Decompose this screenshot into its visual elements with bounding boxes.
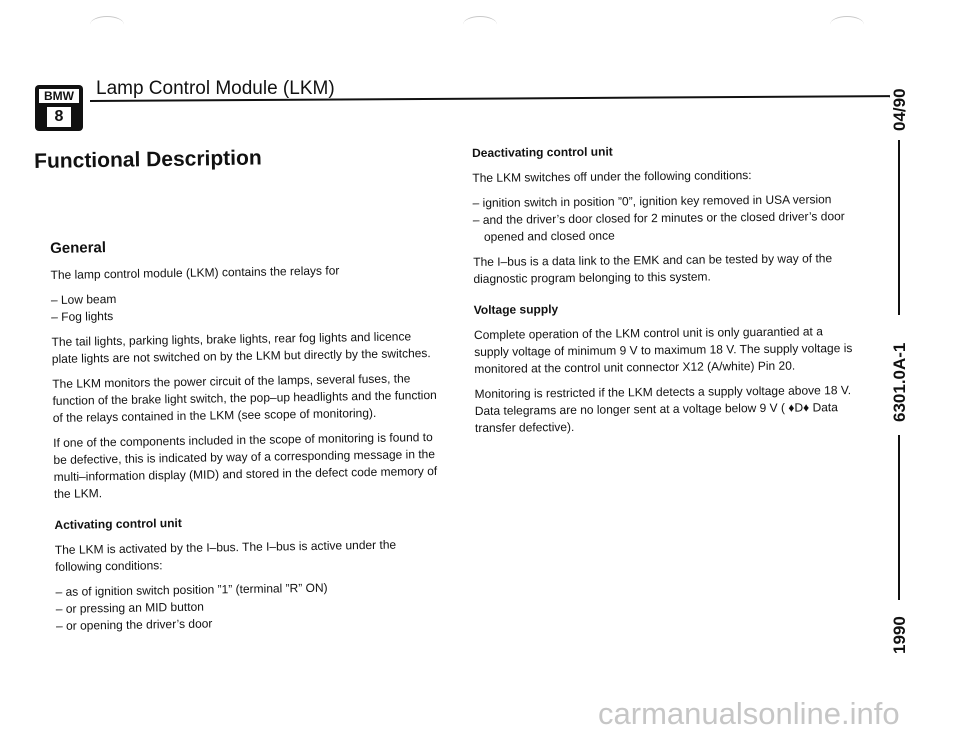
deactivating-list <box>473 191 859 246</box>
logo-series: 8 <box>47 107 71 127</box>
list-item: – and the driver’s door closed for 2 minutes or the closed driver’s door opened and closed once <box>472 209 845 244</box>
side-rule <box>898 140 900 315</box>
general-heading: General <box>50 239 107 257</box>
binder-hole-mark <box>830 16 864 33</box>
activating-list <box>55 578 441 635</box>
list-item: – or opening the driver’s door <box>55 616 213 633</box>
list-item: – as of ignition switch position ”1” (terminal ”R” ON) <box>55 580 328 599</box>
activating-paragraph: The LKM is activated by the I–bus. The I–bus is active under the following conditions: <box>54 537 397 574</box>
watermark: carmanualsonline.info <box>598 696 900 731</box>
bmw-logo <box>35 85 83 131</box>
side-document-code: 6301.0A-1 <box>890 342 909 423</box>
list-item: – ignition switch in position ”0”, ignition key removed in USA version <box>472 192 832 210</box>
side-date: 04/90 <box>890 88 909 132</box>
list-item: – Low beam <box>50 291 117 307</box>
voltage-paragraph: Complete operation of the LKM control unit is only guarantied at a supply voltage of minimum 9 V to maximum 18 V. The supply voltage is monitored at the control unit connector X12 (A/white) Pin 20. <box>473 324 853 376</box>
ibus-paragraph: The I–bus is a data link to the EMK and can be tested by way of the diagnostic program belonging to this system. <box>473 251 833 286</box>
right-column <box>472 141 860 445</box>
logo-brand: BMW <box>39 89 79 103</box>
voltage-heading: Voltage supply <box>473 302 559 317</box>
intro-paragraph: The lamp control module (LKM) contains the relays for <box>50 263 340 282</box>
side-year: 1990 <box>890 616 909 654</box>
monitoring-paragraph: The LKM monitors the power circuit of the lamps, several fuses, the function of the brake light switch, the pop–up headlights and the function of the relays contained in the LKM (see scope of monitoring). <box>52 371 437 425</box>
deactivating-heading: Deactivating control unit <box>472 144 613 160</box>
activating-heading: Activating control unit <box>54 515 182 532</box>
left-column <box>50 234 441 643</box>
relay-list <box>51 286 436 326</box>
list-item: – or pressing an MID button <box>55 599 204 616</box>
side-rule <box>898 435 900 600</box>
page-title: Functional Description <box>34 146 262 173</box>
list-item: – Fog lights <box>51 309 114 324</box>
binder-hole-mark <box>463 16 497 33</box>
voltage-monitoring-paragraph: Monitoring is restricted if the LKM detects a supply voltage above 18 V. Data telegrams are no longer sent at a voltage below 9 V ( ♦D♦ Data transfer defective). <box>474 383 852 435</box>
defect-paragraph: If one of the components included in the scope of monitoring is found to be defective, this is indicated by way of a corresponding message in the multi–information display (MID) and stored in the defect code memory of the LKM. <box>53 430 438 501</box>
binder-hole-mark <box>90 16 124 33</box>
deactivating-paragraph: The LKM switches off under the following conditions: <box>472 168 752 185</box>
lights-paragraph: The tail lights, parking lights, brake lights, rear fog lights and licence plate lights are not switched on by the LKM but directly by the switches. <box>51 329 431 366</box>
page-header-title: Lamp Control Module (LKM) <box>96 78 335 99</box>
